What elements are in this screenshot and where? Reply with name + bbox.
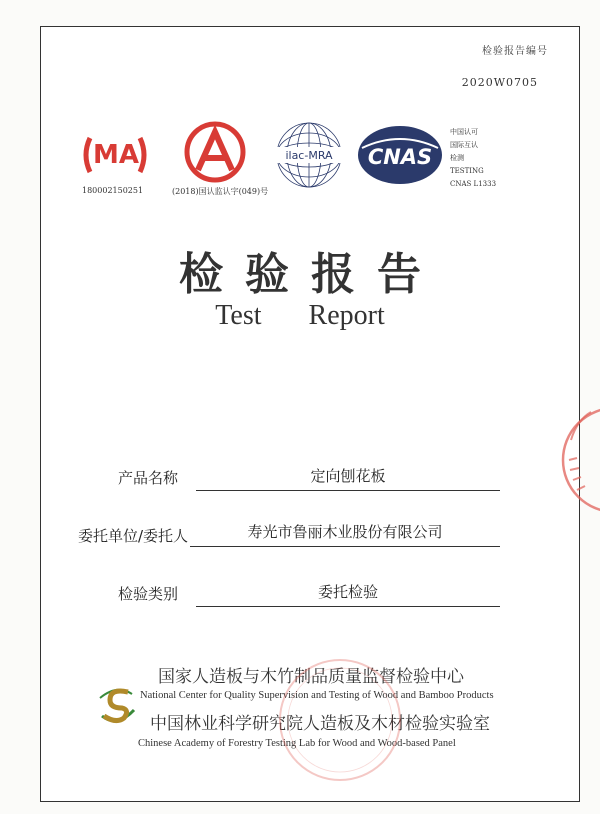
- org1-chinese: 国家人造板与木竹制品质量监督检验中心: [158, 667, 464, 687]
- seal-stamp-right: [555, 400, 600, 520]
- report-number-label: 检验报告编号: [482, 46, 548, 57]
- product-name-label: 产品名称: [118, 469, 179, 487]
- cma-code: 180002150251: [82, 186, 144, 195]
- inspection-type-value: 委托检验: [196, 581, 500, 607]
- report-number: 2020W0705: [461, 76, 538, 89]
- product-name-value: 定向刨花板: [196, 465, 500, 491]
- cma-text: MA: [93, 140, 139, 170]
- seal-stamp-bottom: [275, 655, 405, 785]
- org1-english: National Center for Quality Supervision and Testing of Wood and Bamboo Products: [140, 690, 494, 701]
- client-value: 寿光市鲁丽木业股份有限公司: [190, 521, 500, 547]
- cal-caption: (2018)国认监认字(049)号: [172, 187, 269, 196]
- client-label: 委托单位/委托人: [78, 527, 189, 545]
- ilac-text: ilac-MRA: [285, 149, 333, 162]
- inspection-type-label: 检验类别: [118, 585, 179, 603]
- certification-logos: [80, 120, 510, 200]
- org2-english: Chinese Academy of Forestry Testing Lab for Wood and Wood-based Panel: [138, 738, 456, 749]
- organization-logo: [92, 682, 142, 726]
- cma-logo: [80, 130, 150, 180]
- cal-logo: [180, 120, 250, 186]
- ilac-mra-logo: [274, 120, 344, 190]
- title-english: Test Report: [215, 300, 385, 331]
- cnas-logo: [356, 124, 444, 186]
- title-chinese: 检验报告: [179, 249, 443, 300]
- cnas-side-text: 中国认可 国际互认 检测 TESTING CNAS L1333: [450, 128, 497, 188]
- org2-chinese: 中国林业科学研究院人造板及木材检验实验室: [150, 714, 490, 734]
- cnas-text: CNAS: [367, 145, 433, 169]
